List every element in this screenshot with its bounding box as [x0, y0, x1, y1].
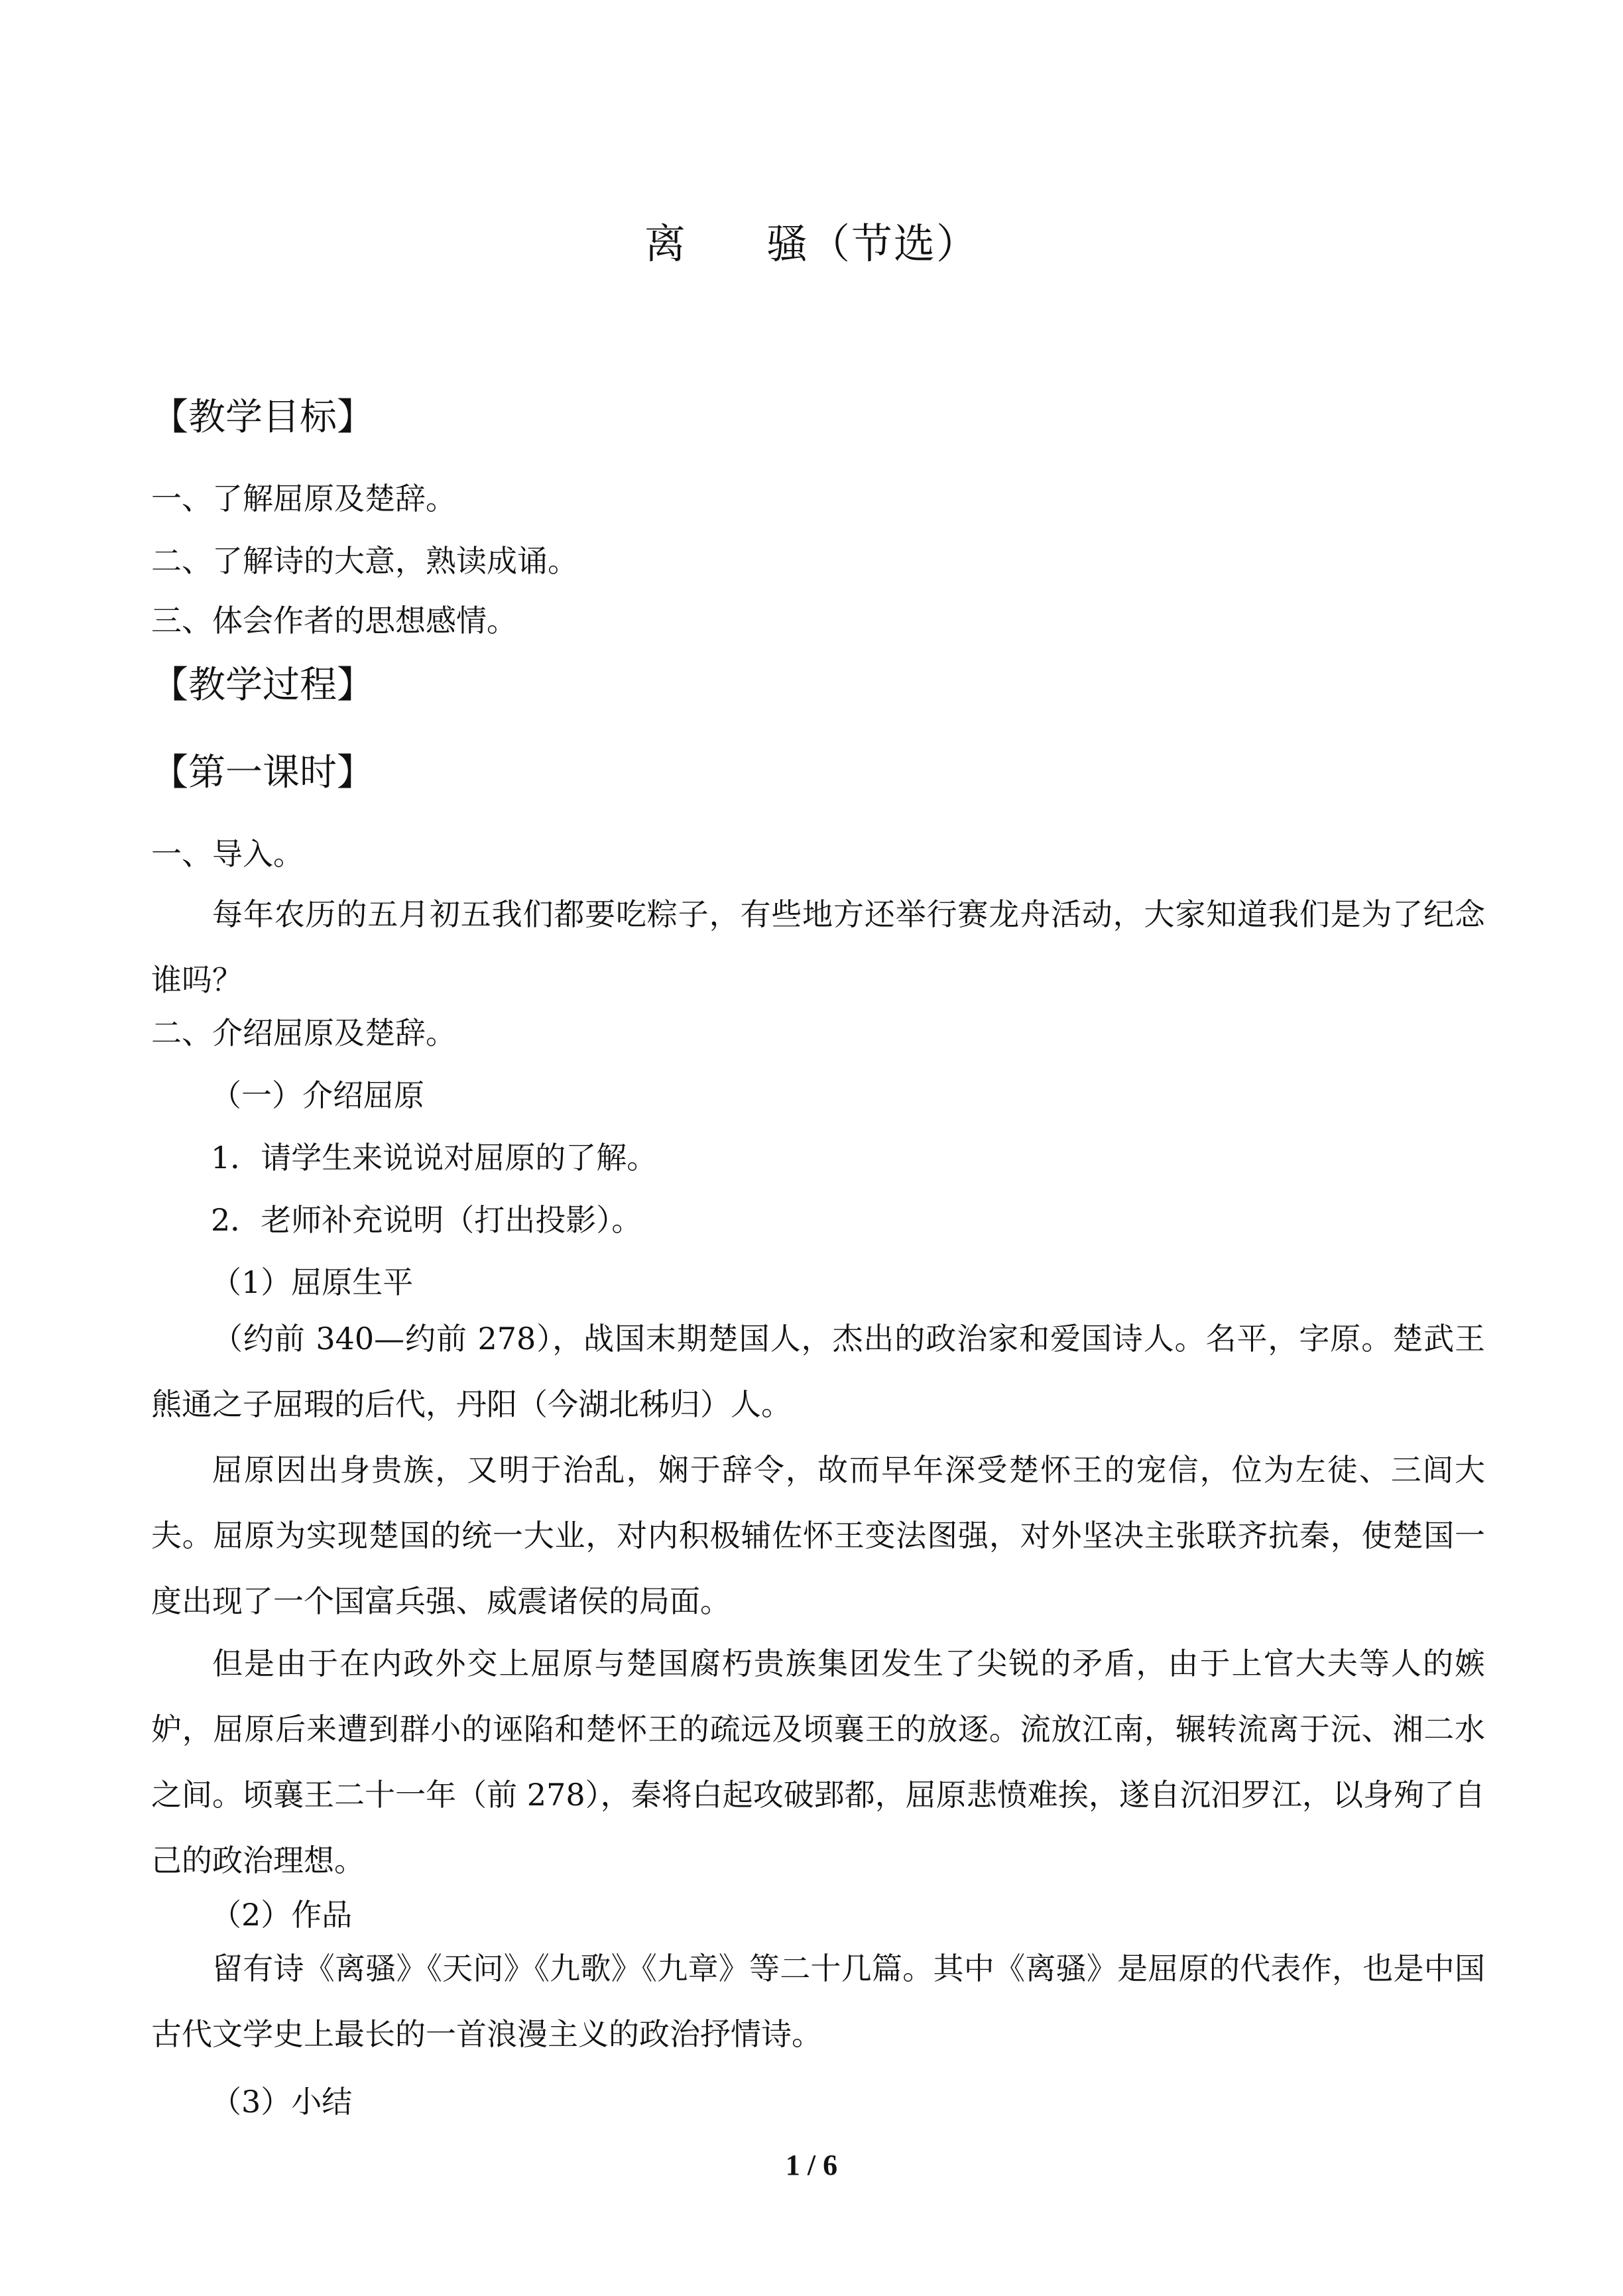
objective-item-2: 二、了解诗的大意，熟读成诵。	[151, 543, 578, 579]
intro-paragraph: 每年农历的五月初五我们都要吃粽子，有些地方还举行赛龙舟活动，大家知道我们是为了纪念谁吗？	[151, 896, 1485, 998]
objective-item-3: 三、体会作者的思想感情。	[151, 603, 517, 638]
works-paragraph: 留有诗《离骚》《天问》《九歌》《九章》等二十几篇。其中《离骚》是屈原的代表作，也是中国古代文学史上最长的一首浪漫主义的政治抒情诗。	[151, 1951, 1485, 2052]
item2-label: （2）作品	[211, 1897, 353, 1933]
step-2: 2．老师补充说明（打出投影）。	[211, 1202, 642, 1238]
lesson-heading: 【第一课时】	[151, 751, 374, 794]
intro-label: 一、导入。	[151, 836, 304, 872]
subsection1-label: （一）介绍屈原	[211, 1077, 424, 1113]
bio-paragraph-3: 但是由于在内政外交上屈原与楚国腐朽贵族集团发生了尖锐的矛盾，由于上官大夫等人的嫉妒，屈原后来遭到群小的诬陷和楚怀王的疏远及顷襄王的放逐。流放江南，辗转流离于沅、湘二水之间。顷襄王二十一年（前 278），秦将白起攻破郢都，屈原悲愤难挨，遂自沉汨罗江，以身殉了自己的政治理想。	[151, 1646, 1485, 1878]
bio-paragraph-1: （约前 340—约前 278），战国末期楚国人，杰出的政治家和爱国诗人。名平，字原。楚武王熊通之子屈瑕的后代，丹阳（今湖北秭归）人。	[151, 1321, 1485, 1422]
step-1: 1．请学生来说说对屈原的了解。	[211, 1140, 658, 1176]
bio-paragraph-2: 屈原因出身贵族，又明于治乱，娴于辞令，故而早年深受楚怀王的宠信，位为左徒、三闾大夫。屈原为实现楚国的统一大业，对内积极辅佐怀王变法图强，对外坚决主张联齐抗秦，使楚国一度出现了一个国富兵强、威震诸侯的局面。	[151, 1452, 1485, 1619]
objective-item-1: 一、了解屈原及楚辞。	[151, 481, 456, 516]
item3-label: （3）小结	[211, 2084, 353, 2120]
process-heading: 【教学过程】	[151, 664, 374, 707]
section2-label: 二、介绍屈原及楚辞。	[151, 1015, 456, 1051]
page-title	[0, 211, 1623, 270]
objectives-heading: 【教学目标】	[151, 396, 374, 439]
title-part-1: 离	[644, 219, 687, 268]
title-part-2: 骚（节选）	[766, 219, 979, 268]
page-indicator: 1 / 6	[785, 2149, 838, 2181]
item1-label: （1）屈原生平	[211, 1264, 414, 1300]
